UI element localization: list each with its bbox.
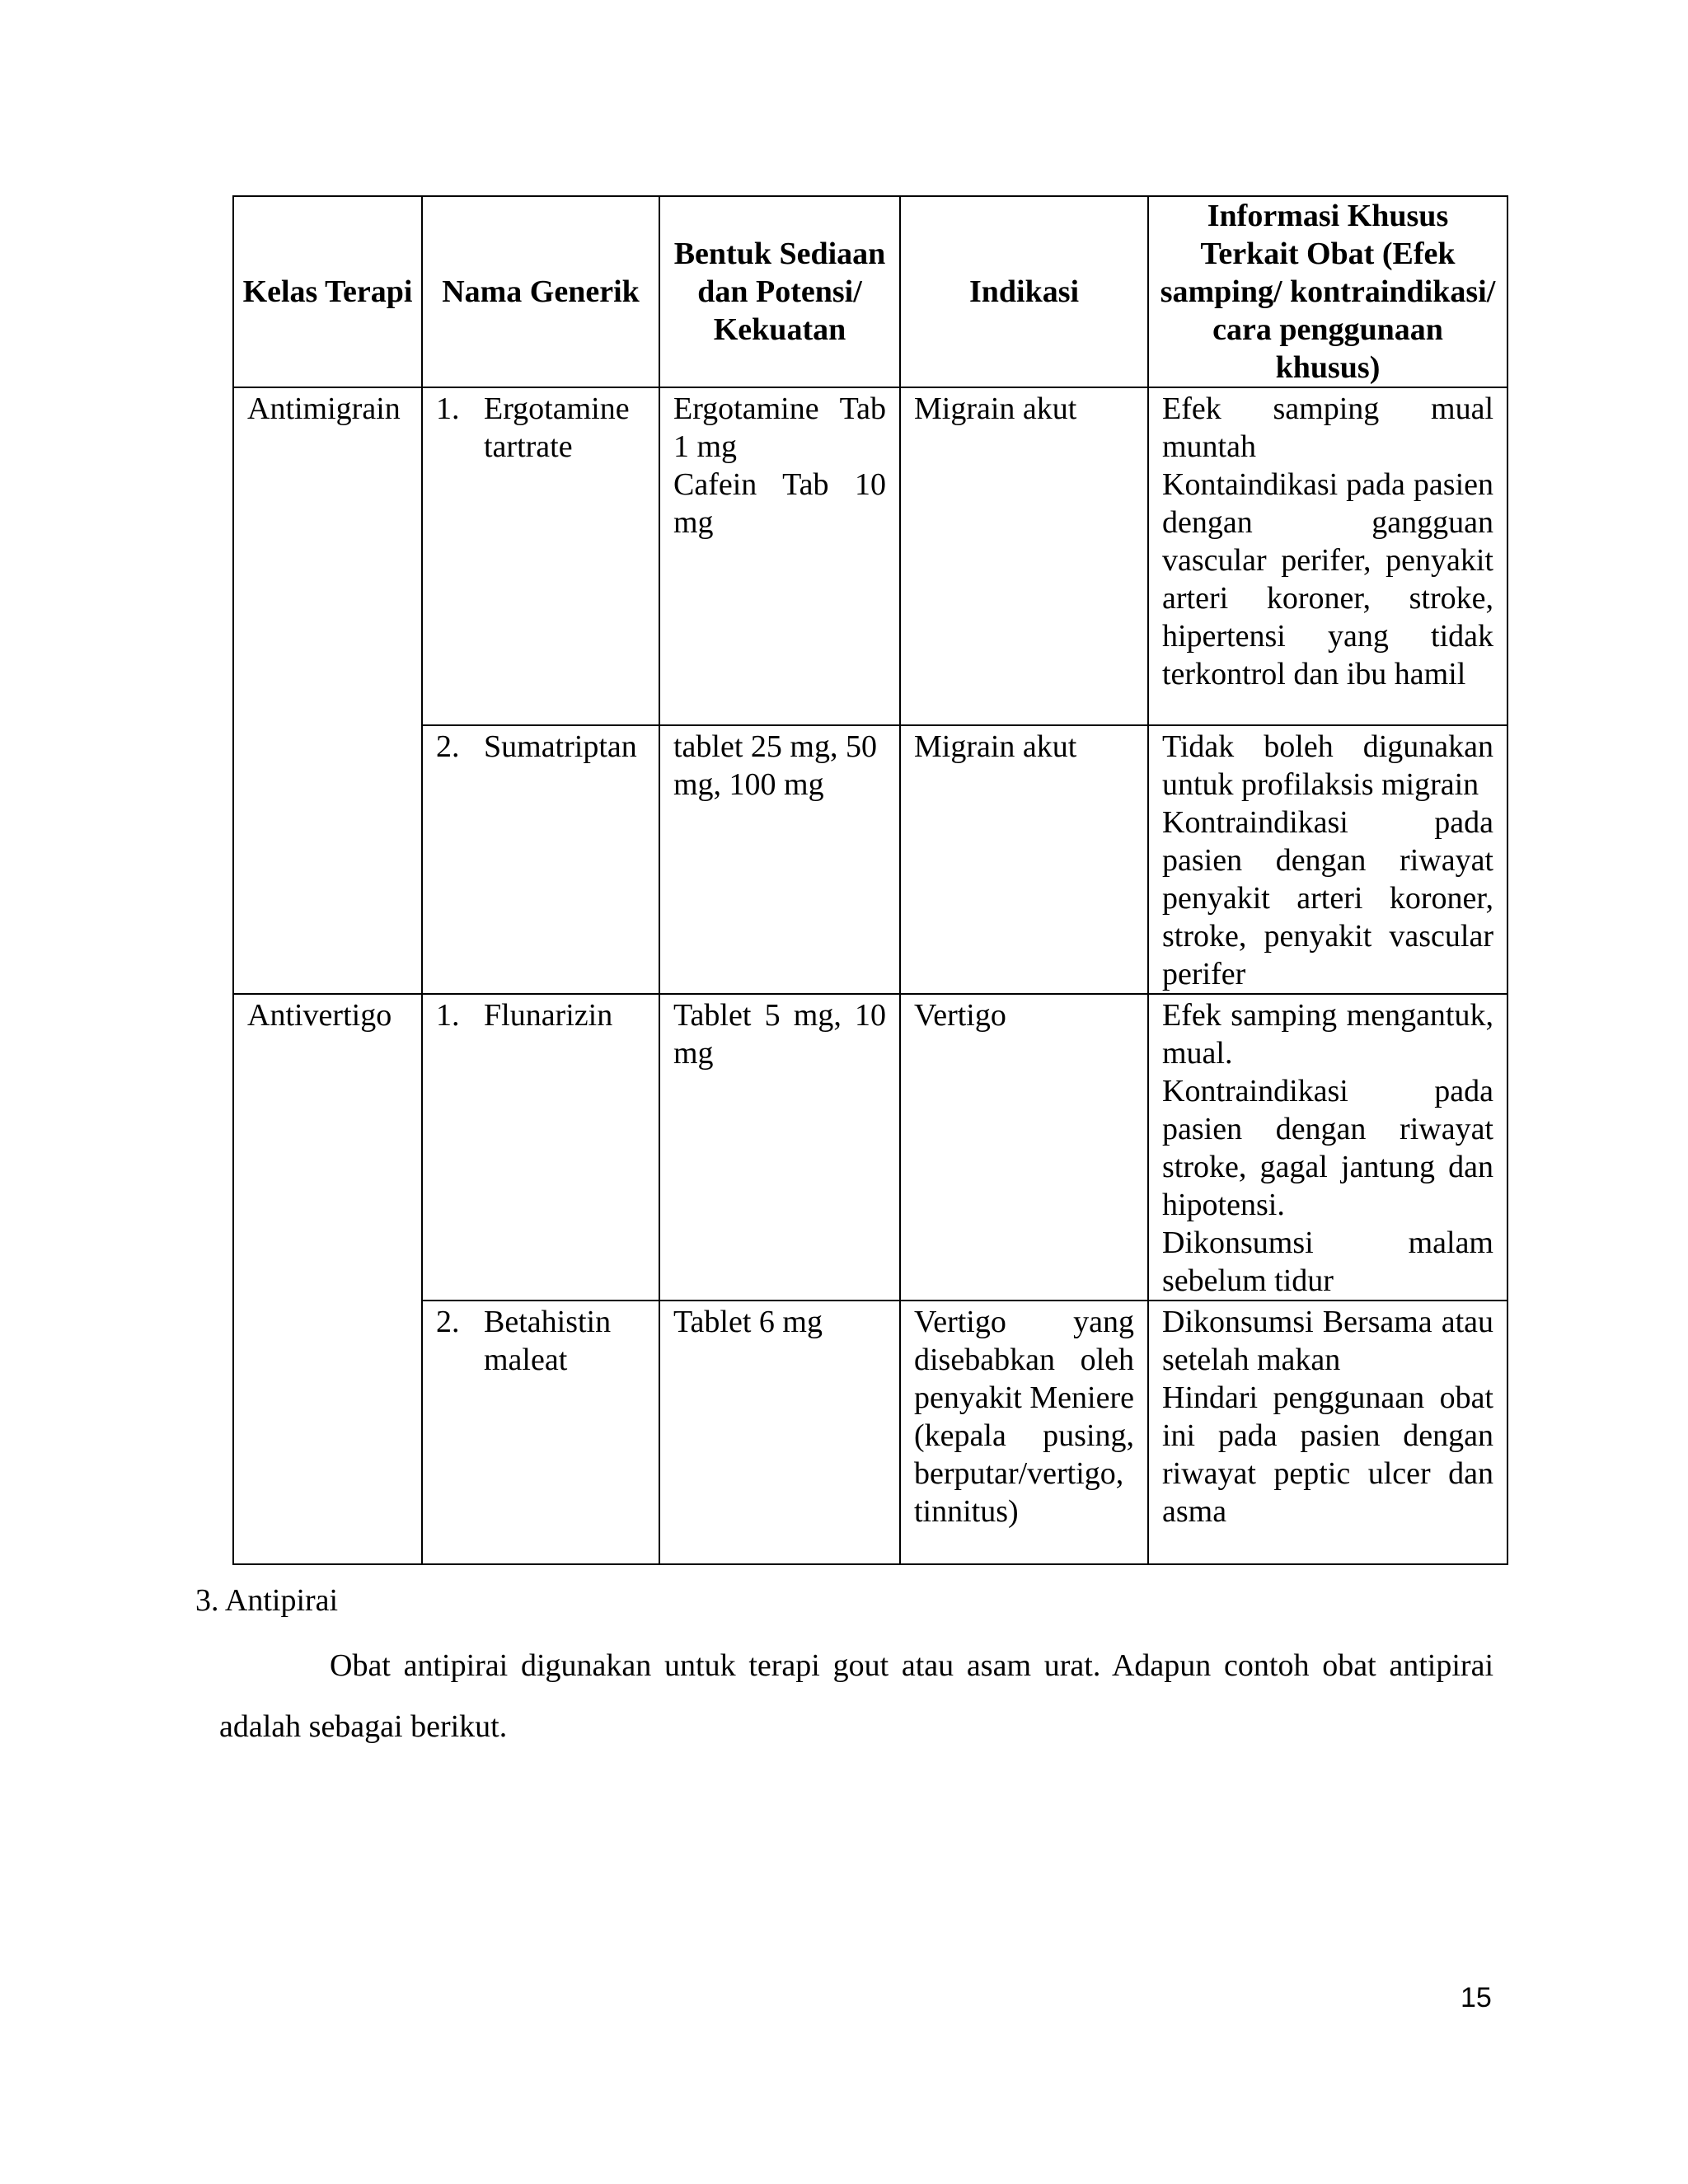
cell-sediaan	[659, 725, 900, 994]
kelas-label: Antimigrain	[247, 391, 401, 426]
header-informasi-khusus: Informasi Khusus Terkait Obat (Efek samping/ kontraindikasi/ cara penggunaan khusus)	[1148, 196, 1507, 387]
cell-kelas-antimigrain	[233, 387, 422, 994]
table-header-row	[233, 196, 1507, 387]
cell-info	[1148, 994, 1507, 1301]
generic-name: Ergotamine tartrate	[484, 391, 630, 464]
info-line: Hindari penggunaan obat ini pada pasien dengan riwayat peptic ulcer dan asma	[1162, 1380, 1493, 1529]
header-nama-generik: Nama Generik	[422, 196, 659, 387]
cell-generik	[422, 994, 659, 1301]
page-number: 15	[1461, 1982, 1492, 2013]
cell-sediaan	[659, 387, 900, 725]
table-row	[233, 994, 1507, 1301]
cell-generik	[422, 1301, 659, 1564]
sediaan-line: Tablet 6 mg	[673, 1305, 823, 1339]
sediaan-line: tablet 25 mg, 50 mg, 100 mg	[673, 729, 877, 802]
header-bentuk-sediaan: Bentuk Sediaan dan Potensi/ Kekuatan	[659, 196, 900, 387]
section-heading: 3. Antipirai	[195, 1583, 339, 1618]
drug-table	[232, 195, 1508, 1565]
info-line: Efek samping mengantuk, mual.	[1162, 998, 1493, 1071]
sediaan-line: Ergotamine Tab 1 mg	[673, 391, 886, 464]
generic-name: Sumatriptan	[484, 729, 637, 764]
cell-info	[1148, 725, 1507, 994]
header-kelas-terapi: Kelas Terapi	[233, 196, 422, 387]
cell-info	[1148, 1301, 1507, 1564]
info-line: Efek samping mual muntah	[1162, 391, 1493, 464]
cell-info	[1148, 387, 1507, 725]
cell-sediaan	[659, 994, 900, 1301]
item-number: 2.	[436, 729, 460, 764]
item-number: 1.	[436, 998, 460, 1033]
cell-generik	[422, 725, 659, 994]
info-line: Kontraindikasi pada pasien dengan riwayat stroke, gagal jantung dan hipotensi.	[1162, 1074, 1493, 1222]
info-line: Dikonsumsi Bersama atau setelah makan	[1162, 1305, 1493, 1377]
table-row	[233, 725, 1507, 994]
cell-generik	[422, 387, 659, 725]
info-line: Tidak boleh digunakan untuk profilaksis migrain	[1162, 729, 1493, 802]
info-line: Kontraindikasi pada pasien dengan riwayat penyakit arteri koroner, stroke, penyakit vascular perifer	[1162, 805, 1493, 991]
header-indikasi: Indikasi	[900, 196, 1148, 387]
kelas-label: Antivertigo	[247, 998, 392, 1033]
generic-name: Flunarizin	[484, 998, 613, 1033]
cell-indikasi: Migrain akut	[900, 387, 1148, 725]
sediaan-line: Cafein Tab 10 mg	[673, 467, 886, 540]
cell-indikasi: Vertigo	[900, 994, 1148, 1301]
cell-indikasi: Migrain akut	[900, 725, 1148, 994]
table-row	[233, 1301, 1507, 1564]
info-line: Dikonsumsi malam sebelum tidur	[1162, 1226, 1493, 1298]
cell-sediaan	[659, 1301, 900, 1564]
body-paragraph: Obat antipirai digunakan untuk terapi gout atau asam urat. Adapun contoh obat antipirai adalah sebagai berikut.	[219, 1648, 1493, 1744]
cell-indikasi: Vertigo yang disebabkan oleh penyakit Meniere (kepala pusing, berputar/vertigo, tinnitus)	[900, 1301, 1148, 1564]
info-line: Kontaindikasi pada pasien dengan gangguan vascular perifer, penyakit arteri koroner, stroke, hipertensi yang tidak terkontrol dan ibu hamil	[1162, 467, 1493, 691]
cell-kelas-antivertigo	[233, 994, 422, 1564]
table-row	[233, 387, 1507, 725]
sediaan-line: Tablet 5 mg, 10 mg	[673, 998, 886, 1071]
item-number: 1.	[436, 391, 460, 426]
generic-name: Betahistin maleat	[484, 1305, 612, 1377]
item-number: 2.	[436, 1305, 460, 1339]
